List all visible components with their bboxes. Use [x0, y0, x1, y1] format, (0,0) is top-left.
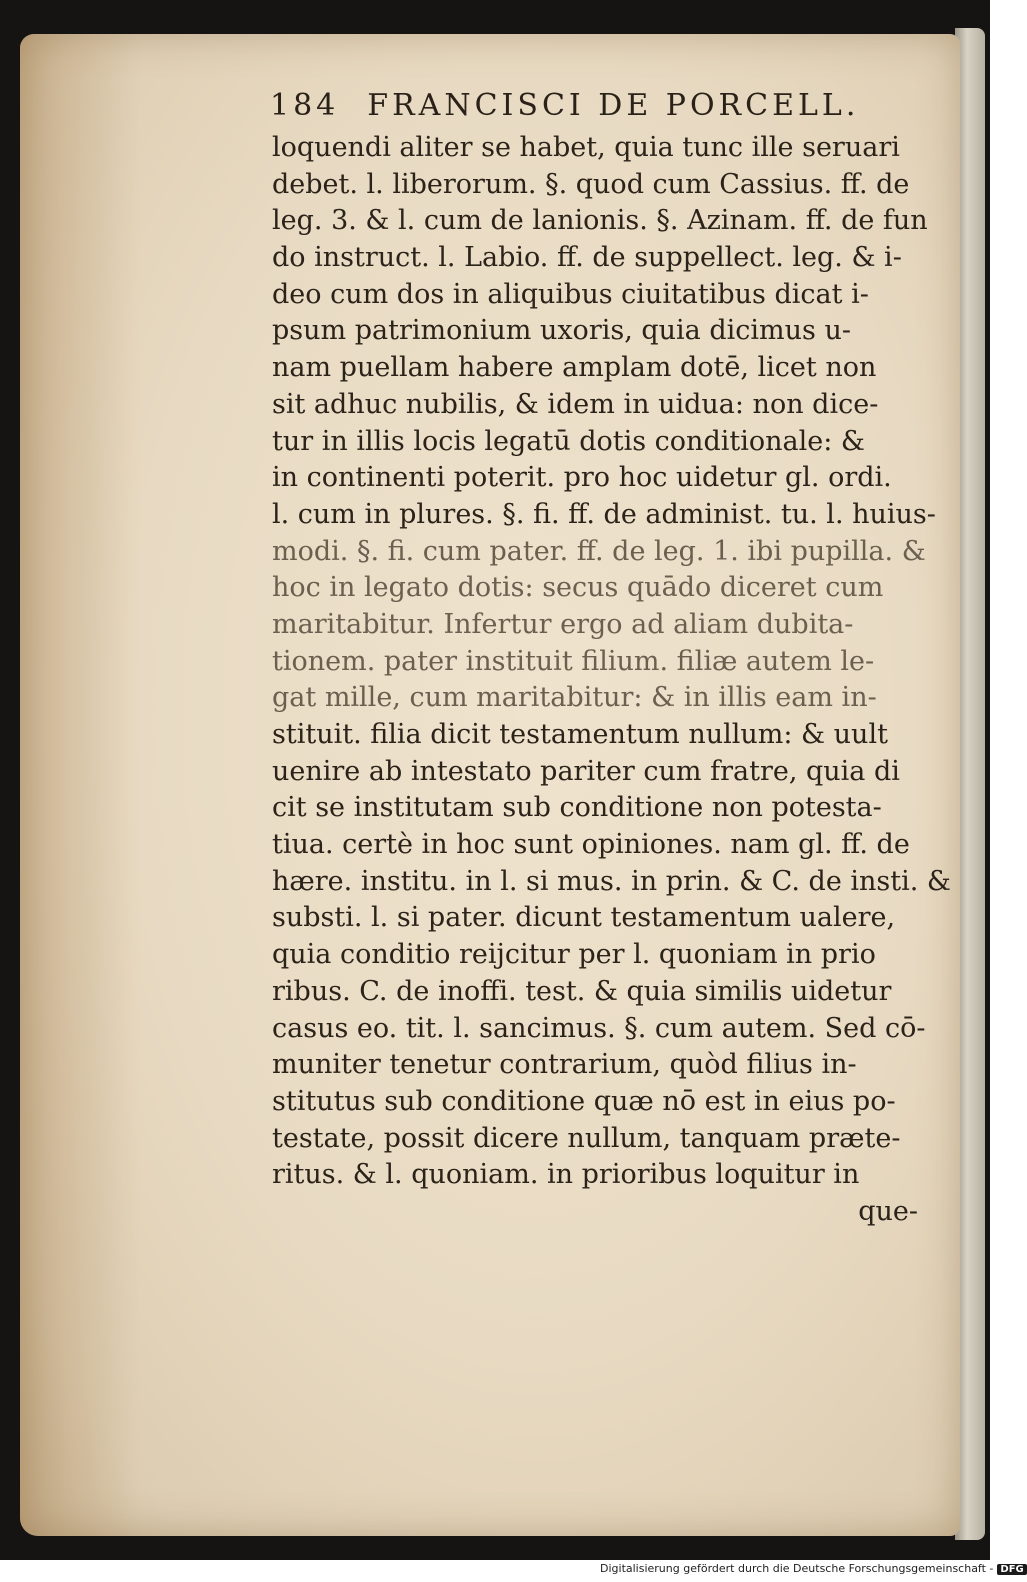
text-line: uenire ab intestato pariter cum fratre, quia di — [272, 755, 900, 787]
text-line: cit se institutam sub conditione non potesta- — [272, 792, 882, 824]
text-line: deo cum dos in aliquibus ciuitatibus dicat i- — [272, 278, 869, 310]
text-line: stitutus sub conditione quæ nō est in eius po- — [272, 1085, 896, 1117]
text-line: substi. l. si pater. dicunt testamentum ualere, — [272, 902, 896, 934]
text-line: ritus. & l. quoniam. in prioribus loquitur in — [272, 1159, 860, 1191]
text-line: casus eo. tit. l. sancimus. §. cum autem. Sed cō- — [272, 1012, 926, 1044]
running-head — [270, 88, 890, 128]
text-line: tionem. pater instituit filium. filiæ autem le- — [272, 645, 875, 677]
text-line: testate, possit dicere nullum, tanquam præte- — [272, 1122, 901, 1154]
text-line: do instruct. l. Labio. ff. de suppellect. leg. & i- — [272, 242, 902, 274]
text-line: loquendi aliter se habet, quia tunc ille seruari — [272, 132, 900, 163]
credit-text: Digitalisierung gefördert durch die Deutsche Forschungsgemeinschaft - — [600, 1562, 994, 1575]
dfg-logo: DFG — [997, 1564, 1026, 1575]
text-line: muniter tenetur contrarium, quòd filius in- — [272, 1049, 857, 1081]
text-line: maritabitur. Infertur ergo ad aliam dubita- — [272, 608, 854, 640]
text-line: nam puellam habere amplam dotē, licet non — [272, 352, 877, 384]
text-line: hære. institu. in l. si mus. in prin. & C. de insti. & — [272, 865, 951, 897]
text-line: l. cum in plures. §. fi. ff. de administ. tu. l. huius- — [272, 498, 936, 530]
text-line: gat mille, cum maritabitur: & in illis eam in- — [272, 682, 877, 714]
text-line: psum patrimonium uxoris, quia dicimus u- — [272, 315, 851, 347]
text-line: leg. 3. & l. cum de lanionis. §. Azinam. ff. de fun — [272, 205, 928, 237]
text-line: modi. §. fi. cum pater. ff. de leg. 1. ibi pupilla. & — [272, 535, 926, 567]
text-line: debet. l. liberorum. §. quod cum Cassius. ff. de — [272, 168, 910, 200]
page-number: 184 — [270, 88, 340, 123]
text-line: sit adhuc nubilis, & idem in uidua: non dice- — [272, 388, 879, 420]
text-line: hoc in legato dotis: secus quādo diceret cum — [272, 572, 884, 604]
body-text — [272, 130, 951, 1231]
catchword: que- — [858, 1195, 918, 1227]
running-title: FRANCISCI DE PORCELL. — [367, 88, 860, 123]
text-line: tiua. certè in hoc sunt opiniones. nam gl. ff. de — [272, 829, 910, 861]
text-line: quia conditio reijcitur per l. quoniam in prio — [272, 939, 876, 971]
text-line: tur in illis locis legatū dotis conditionale: & — [272, 425, 865, 457]
page-stain — [20, 34, 140, 1536]
text-line: stituit. filia dicit testamentum nullum: & uult — [272, 719, 888, 750]
digitization-credit — [600, 1562, 1024, 1580]
text-line: ribus. C. de inoffi. test. & quia similis uidetur — [272, 975, 892, 1007]
text-line: in continenti poterit. pro hoc uidetur gl. ordi. — [272, 462, 892, 494]
